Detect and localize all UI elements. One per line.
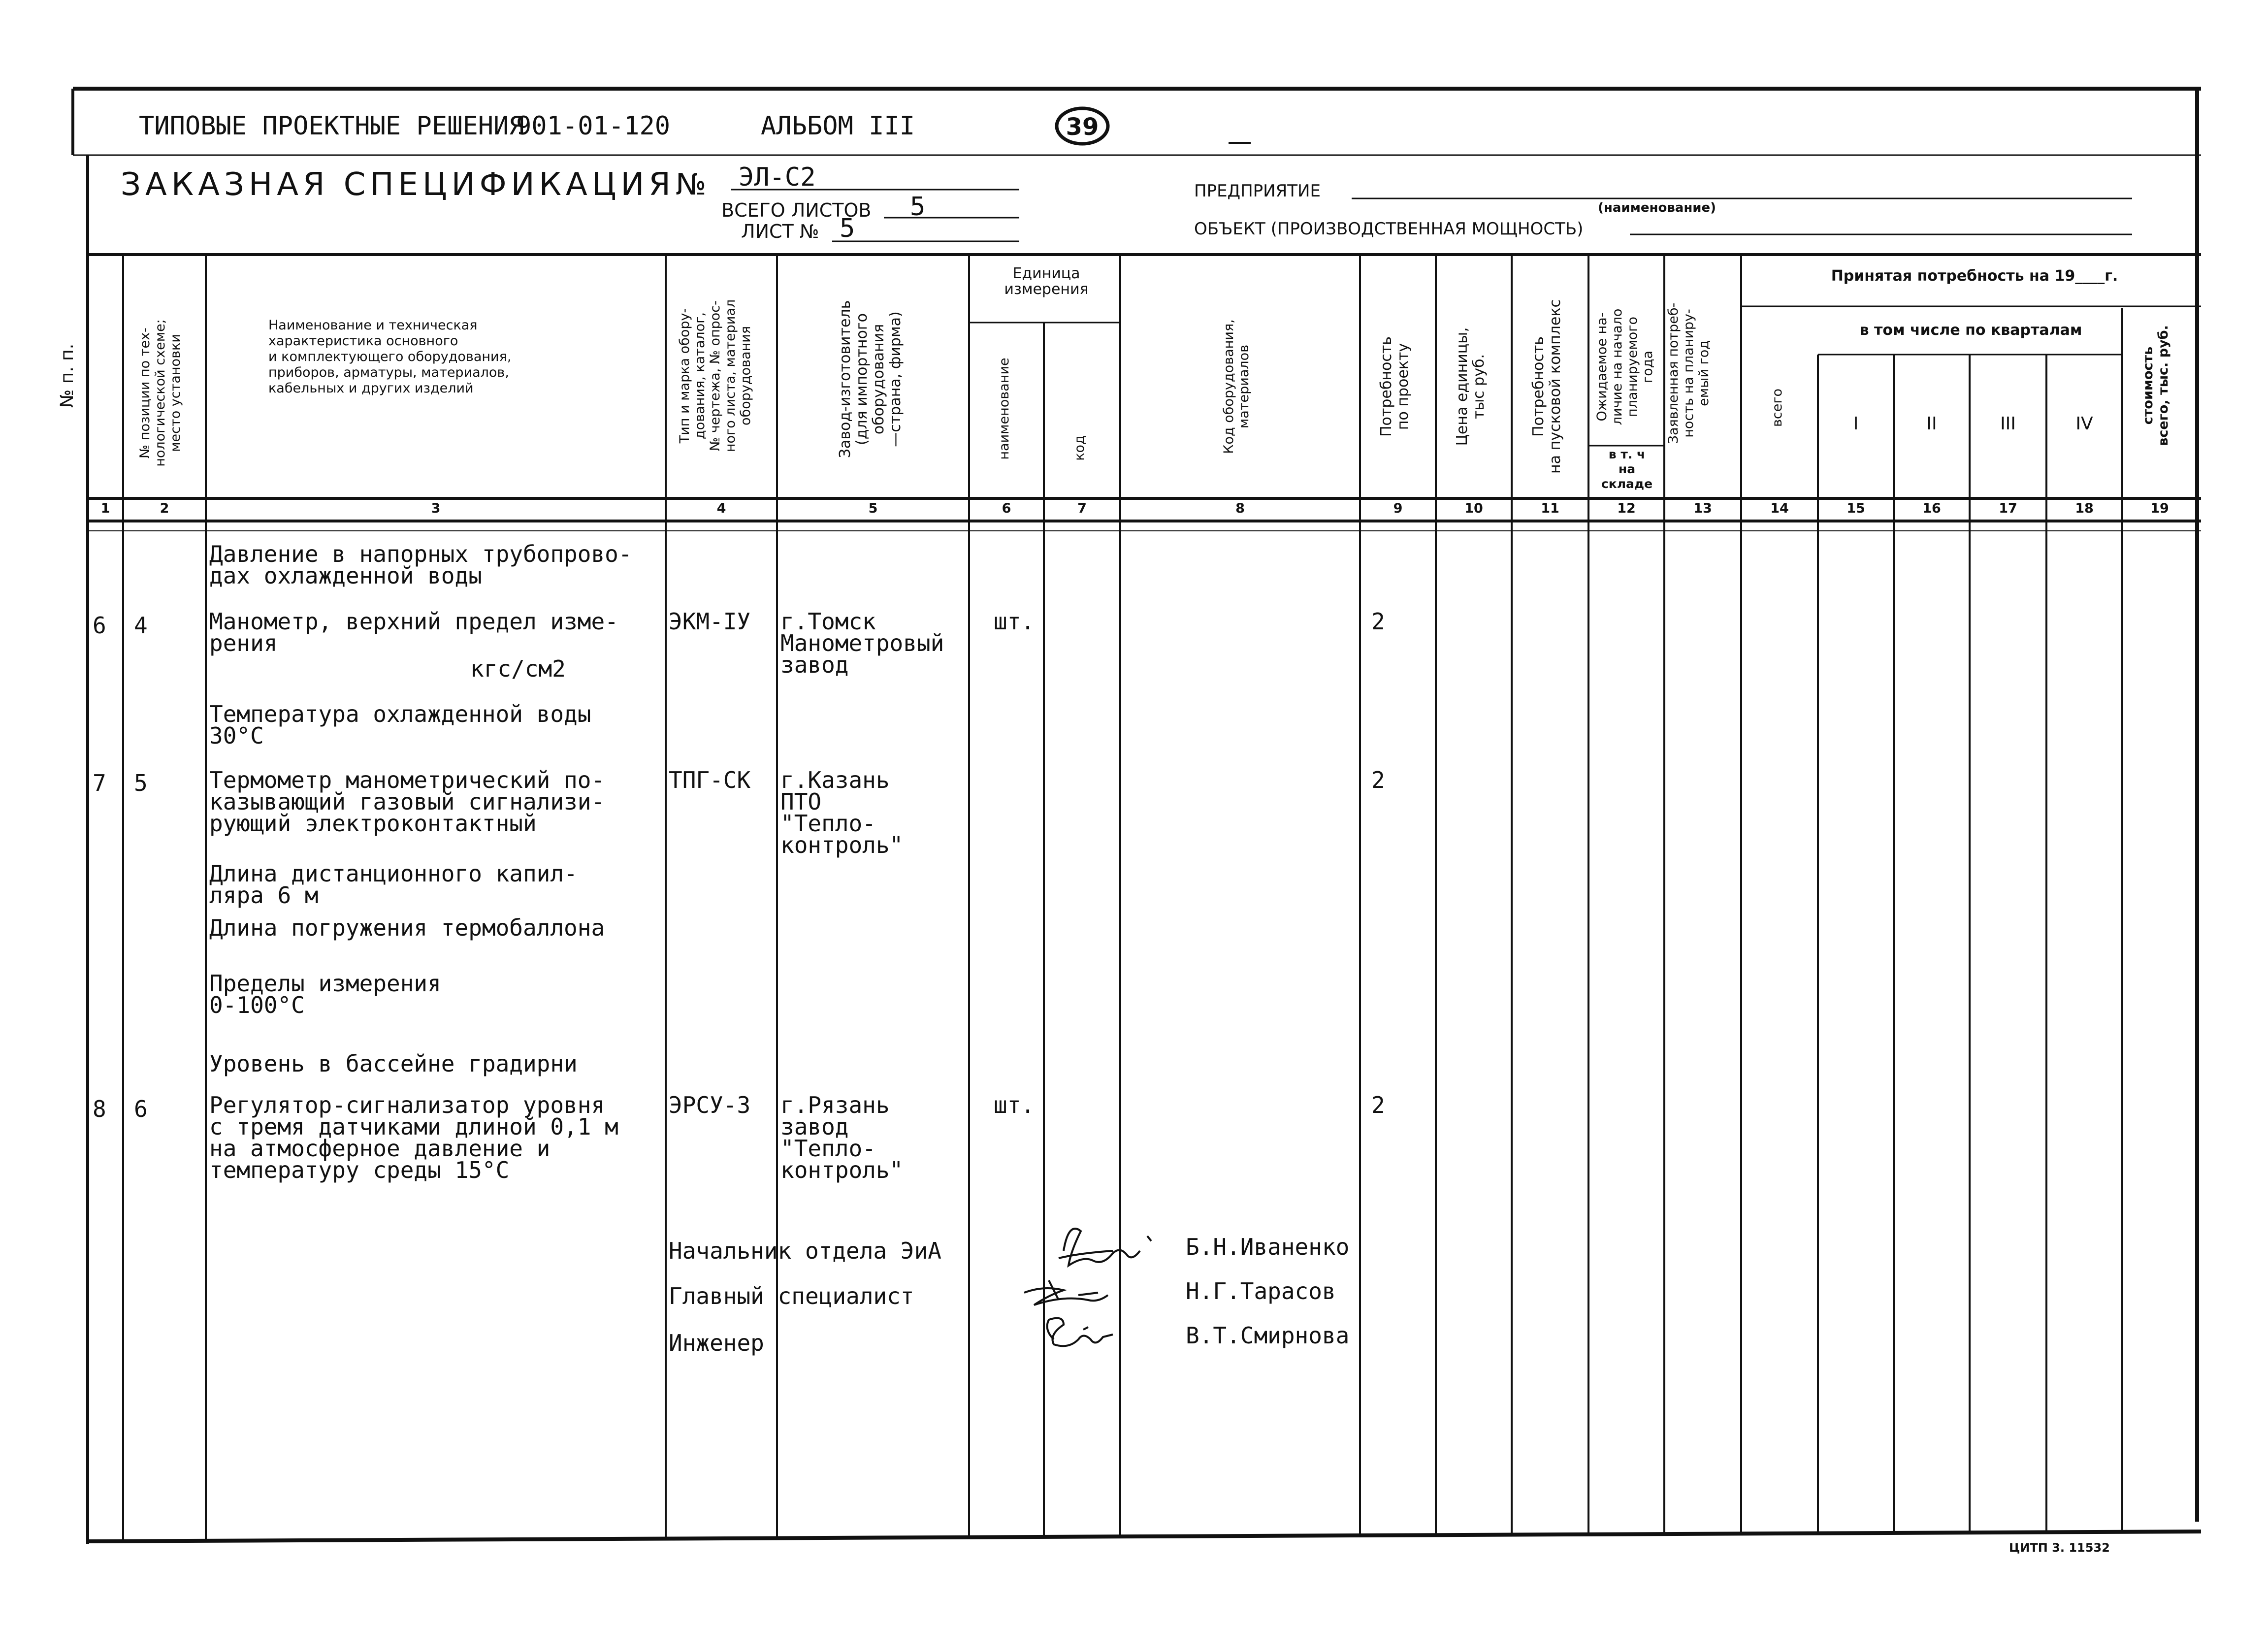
section-heading-level: Уровень в бассейне градирни xyxy=(209,1050,578,1077)
col-number: 6 xyxy=(1002,501,1011,516)
col-header-5: Завод-изготовитель (для импортного оборудования —страна, фирма) xyxy=(837,300,904,458)
spec-number-label: № xyxy=(676,167,707,202)
col-header-quarters: в том числе по кварталам xyxy=(1859,322,2082,339)
row-unit: шт. xyxy=(994,1092,1035,1118)
col-number: 13 xyxy=(1693,501,1712,516)
row-position: 4 xyxy=(134,612,148,639)
col-header-13: Заявленная потреб- ность на планиру- емый год xyxy=(1666,302,1712,444)
col-header-14: всего xyxy=(1770,388,1785,427)
col-header-16: II xyxy=(1926,414,1937,434)
enterprise-label: ПРЕДПРИЯТИЕ xyxy=(1194,181,1321,201)
col-number: 7 xyxy=(1077,501,1087,516)
col-number: 10 xyxy=(1464,501,1483,516)
page-number: 39 xyxy=(1066,113,1099,141)
col-header-10: Цена единицы, тыс руб. xyxy=(1454,327,1488,446)
enterprise-caption: (наименование) xyxy=(1598,200,1717,215)
total-sheets-label: ВСЕГО ЛИСТОВ xyxy=(721,199,872,221)
row-name: Манометр, верхний предел изме- рения xyxy=(209,608,618,656)
col-header-17: III xyxy=(2000,414,2016,434)
col-number: 11 xyxy=(1541,501,1559,516)
col-header-accepted: Принятая потребность на 19____г. xyxy=(1831,267,2118,285)
col-header-unit: Единица измерения xyxy=(1004,265,1089,298)
col-header-11: Потребность на пусковой комплекс xyxy=(1530,299,1564,474)
series-title: ТИПОВЫЕ ПРОЕКТНЫЕ РЕШЕНИЯ xyxy=(139,111,524,141)
sheet-label: ЛИСТ № xyxy=(741,221,819,242)
col-number: 18 xyxy=(2075,501,2094,516)
row-name: Регулятор-сигнализатор уровня с тремя датчиками длиной 0,1 м на атмосферное давление и температуру среды 15°С xyxy=(209,1092,618,1183)
col-header-2: № позиции по тех- нологической схеме; место установки xyxy=(137,319,183,467)
row-number: 8 xyxy=(93,1096,106,1122)
row-note: Длина погружения термобаллона xyxy=(209,914,605,941)
row-qty: 2 xyxy=(1371,608,1385,635)
signature-role: Главный специалист xyxy=(669,1283,914,1309)
col-number: 1 xyxy=(100,501,110,516)
col-number: 19 xyxy=(2150,501,2169,516)
col-header-12: Ожидаемое на- личие на начало планируемого года xyxy=(1594,308,1655,425)
row-name: Термометр манометрический по- казывающий газовый сигнализи- рующий электроконтактный xyxy=(209,767,605,837)
col-number: 3 xyxy=(431,501,441,516)
signature-role: Начальник отдела ЭиА xyxy=(669,1238,941,1264)
col-number: 2 xyxy=(160,501,169,516)
col-number: 17 xyxy=(1999,501,2017,516)
col-number: 5 xyxy=(868,501,878,516)
col-number: 14 xyxy=(1770,501,1789,516)
row-position: 5 xyxy=(134,770,148,796)
spec-title: ЗАКАЗНАЯ СПЕЦИФИКАЦИЯ xyxy=(121,166,675,203)
col-number: 15 xyxy=(1847,501,1865,516)
row-note: Длина дистанционного капил- ляра 6 м xyxy=(209,860,578,909)
row-position: 6 xyxy=(134,1096,148,1122)
col-number: 8 xyxy=(1235,501,1245,516)
row-type: ЭКМ-IУ xyxy=(669,608,751,635)
col-header-7: код xyxy=(1072,435,1087,461)
spec-number: ЭЛ-С2 xyxy=(739,163,816,192)
col-header-15: I xyxy=(1853,414,1859,434)
col-header-19: стоимость всего, тыс. руб. xyxy=(2140,325,2171,446)
col-header-8: Код оборудования, материалов xyxy=(1221,319,1252,454)
row-maker: г.Рязань завод "Тепло- контроль" xyxy=(780,1092,904,1183)
col-header-3: Наименование и техническая характеристика основного и комплектующего оборудования, приборов, арматуры, материалов, кабельных и других изделий xyxy=(268,318,512,396)
total-sheets-value: 5 xyxy=(910,192,926,222)
row-qty: 2 xyxy=(1371,767,1385,793)
section-heading-temperature: Температура охлажденной воды 30°С xyxy=(209,701,591,749)
section-heading-pressure: Давление в напорных трубопрово- дах охлажденной воды xyxy=(209,541,632,589)
col-header-4: Тип и марка обору- дования, каталог, № чертежа, № опрос- ного листа, материал оборудования xyxy=(677,299,753,453)
album-label: АЛЬБОМ III xyxy=(761,111,915,141)
signature-name: Н.Г.Тарасов xyxy=(1186,1278,1336,1304)
sheet-value: 5 xyxy=(840,214,855,243)
signature-role: Инженер xyxy=(669,1330,764,1356)
row-maker: г.Казань ПТО "Тепло- контроль" xyxy=(780,767,904,858)
col-number: 12 xyxy=(1617,501,1636,516)
row-qty: 2 xyxy=(1371,1092,1385,1118)
row-type: ТПГ-СК xyxy=(669,767,751,793)
row-maker: г.Томск Манометровый завод xyxy=(780,608,944,678)
row-unit-note: кгс/см2 xyxy=(470,655,566,682)
signature-name: Б.Н.Иваненко xyxy=(1186,1234,1350,1260)
row-number: 6 xyxy=(93,612,106,639)
row-note: Пределы измерения 0-100°С xyxy=(209,970,441,1018)
series-number: 901-01-120 xyxy=(516,111,671,141)
col-number: 4 xyxy=(716,501,726,516)
col-header-6: наименование xyxy=(997,358,1012,460)
row-type: ЭРСУ-3 xyxy=(669,1092,751,1118)
col-number: 9 xyxy=(1393,501,1403,516)
col-header-1: № п. п. xyxy=(57,343,77,408)
row-number: 7 xyxy=(93,770,106,796)
object-label: ОБЪЕКТ (ПРОИЗВОДСТВЕННАЯ МОЩНОСТЬ) xyxy=(1194,219,1584,239)
col-number: 16 xyxy=(1922,501,1941,516)
footer-mark: ЦИТП 3. 11532 xyxy=(2009,1541,2110,1555)
col-header-18: IV xyxy=(2075,414,2093,434)
col-header-9: Потребность по проекту xyxy=(1378,336,1412,437)
signature-name: В.Т.Смирнова xyxy=(1186,1322,1350,1349)
col-header-12-sub: в т. ч на складе xyxy=(1601,447,1653,491)
row-unit: шт. xyxy=(994,608,1035,635)
